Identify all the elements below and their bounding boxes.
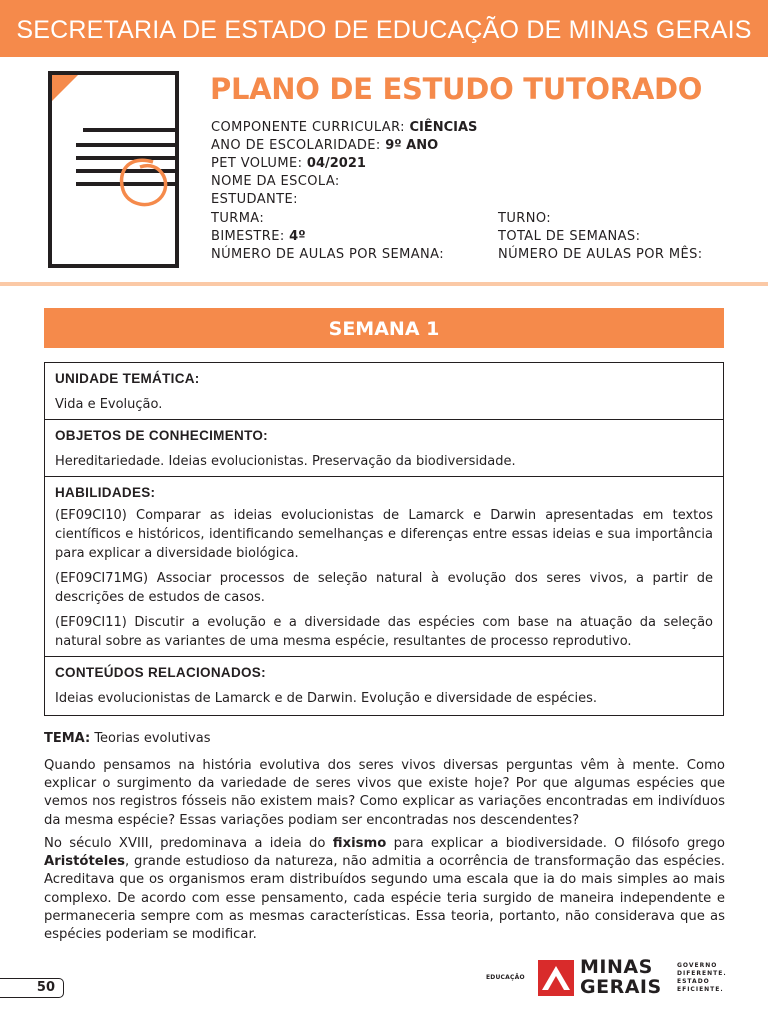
total-weeks-line: TOTAL DE SEMANAS: bbox=[498, 229, 641, 244]
banner-title: SECRETARIA DE ESTADO DE EDUCAÇÃO DE MINAS GERAIS bbox=[16, 16, 752, 44]
header-divider bbox=[0, 282, 768, 286]
classes-week-line: NÚMERO DE AULAS POR SEMANA: bbox=[211, 247, 445, 262]
brand-line-1: MINAS bbox=[580, 956, 653, 978]
year-value: 9º ANO bbox=[385, 138, 439, 153]
aristoteles-term: Aristóteles bbox=[44, 854, 126, 870]
paragraph-1: Quando pensamos na história evolutiva dos seres vivos diversas perguntas vêm à mente. Como explicar o surgimento da variedade de seres vivos que existe hoje? Por que algumas espécies que vemos nos registros fósseis não existem mais? Como explicar as variações encontradas em indivíduos da mesma espécie? Essas variações podiam ser encontradas nos descendentes? bbox=[44, 758, 725, 828]
related-cell bbox=[45, 657, 723, 715]
objects-text: Hereditariedade. Ideias evolucionistas. Preservação da biodiversidade. bbox=[55, 454, 516, 469]
top-banner bbox=[0, 0, 768, 57]
classes-month-line: NÚMERO DE AULAS POR MÊS: bbox=[498, 247, 703, 262]
objects-heading: OBJETOS DE CONHECIMENTO: bbox=[55, 428, 268, 443]
school-line: NOME DA ESCOLA: bbox=[211, 174, 340, 189]
page-number: 50 bbox=[0, 978, 64, 998]
objects-cell bbox=[45, 420, 723, 477]
education-label: EDUCAÇÃO bbox=[486, 974, 525, 981]
unit-cell bbox=[45, 363, 723, 420]
component-value: CIÊNCIAS bbox=[409, 120, 478, 135]
bimester-value: 4º bbox=[289, 229, 306, 244]
brand-wordmark bbox=[580, 957, 662, 997]
fixismo-term: fixismo bbox=[332, 836, 387, 851]
tema-line bbox=[44, 731, 210, 746]
skill-item: (EF09CI11) Discutir a evolução e a diversidade das espécies com base na atuação da seleção natural sobre as variantes de uma mesma espécie, resultantes de processo reprodutivo. bbox=[55, 615, 713, 649]
related-heading: CONTEÚDOS RELACIONADOS: bbox=[55, 665, 266, 680]
shift-line: TURNO: bbox=[498, 211, 551, 226]
class-line: TURMA: bbox=[211, 211, 265, 226]
component-line: COMPONENTE CURRICULAR: CIÊNCIAS bbox=[211, 120, 478, 135]
skill-item: (EF09CI10) Comparar as ideias evolucionistas de Lamarck e Darwin apresentadas em textos científicos e históricos, identificando semelhanças e diferenças entre essas ideias e sua importância para explicar a diversidade biológica. bbox=[55, 508, 713, 561]
pet-value: 04/2021 bbox=[306, 156, 366, 171]
week-title: SEMANA 1 bbox=[328, 318, 440, 340]
brand-line-2: GERAIS bbox=[580, 976, 662, 998]
document-icon bbox=[40, 70, 200, 270]
paragraph-2: No século XVIII, predominava a ideia do fixismo para explicar a biodiversidade. O filósofo grego Aristóteles, grande estudioso da natureza, não admitia a ocorrência de transformação das espécies. Acreditava que os organismos eram distribuídos segundo uma escala que ia do mais simples ao mais complexo. De acordo com esse pensamento, cada espécie teria surgido de maneira independente e permaneceria sempre com as mesmas características. Essa teoria, portanto, não considerava que as espécies poderiam se modificar. bbox=[44, 836, 725, 943]
plan-title: PLANO DE ESTUDO TUTORADO bbox=[210, 72, 703, 106]
related-text: Ideias evolucionistas de Lamarck e de Darwin. Evolução e diversidade de espécies. bbox=[55, 691, 598, 706]
government-slogan: GOVERNO DIFERENTE. ESTADO EFICIENTE. bbox=[677, 962, 727, 993]
skills-heading: HABILIDADES: bbox=[55, 485, 156, 500]
pet-line: PET VOLUME: 04/2021 bbox=[211, 156, 366, 171]
tema-value: Teorias evolutivas bbox=[94, 731, 211, 746]
student-line: ESTUDANTE: bbox=[211, 192, 298, 207]
curriculum-table bbox=[44, 362, 724, 716]
unit-text: Vida e Evolução. bbox=[55, 397, 163, 412]
skill-item: (EF09CI71MG) Associar processos de seleção natural à evolução dos seres vivos, a partir de descrições de estudos de casos. bbox=[55, 571, 713, 605]
tema-label: TEMA: bbox=[44, 731, 91, 746]
minas-gerais-logo-icon bbox=[538, 960, 574, 996]
bimester-line: BIMESTRE: 4º bbox=[211, 229, 306, 244]
skills-cell bbox=[45, 477, 723, 657]
week-title-bar bbox=[44, 308, 724, 348]
unit-heading: UNIDADE TEMÁTICA: bbox=[55, 371, 200, 386]
year-line: ANO DE ESCOLARIDADE: 9º ANO bbox=[211, 138, 439, 153]
